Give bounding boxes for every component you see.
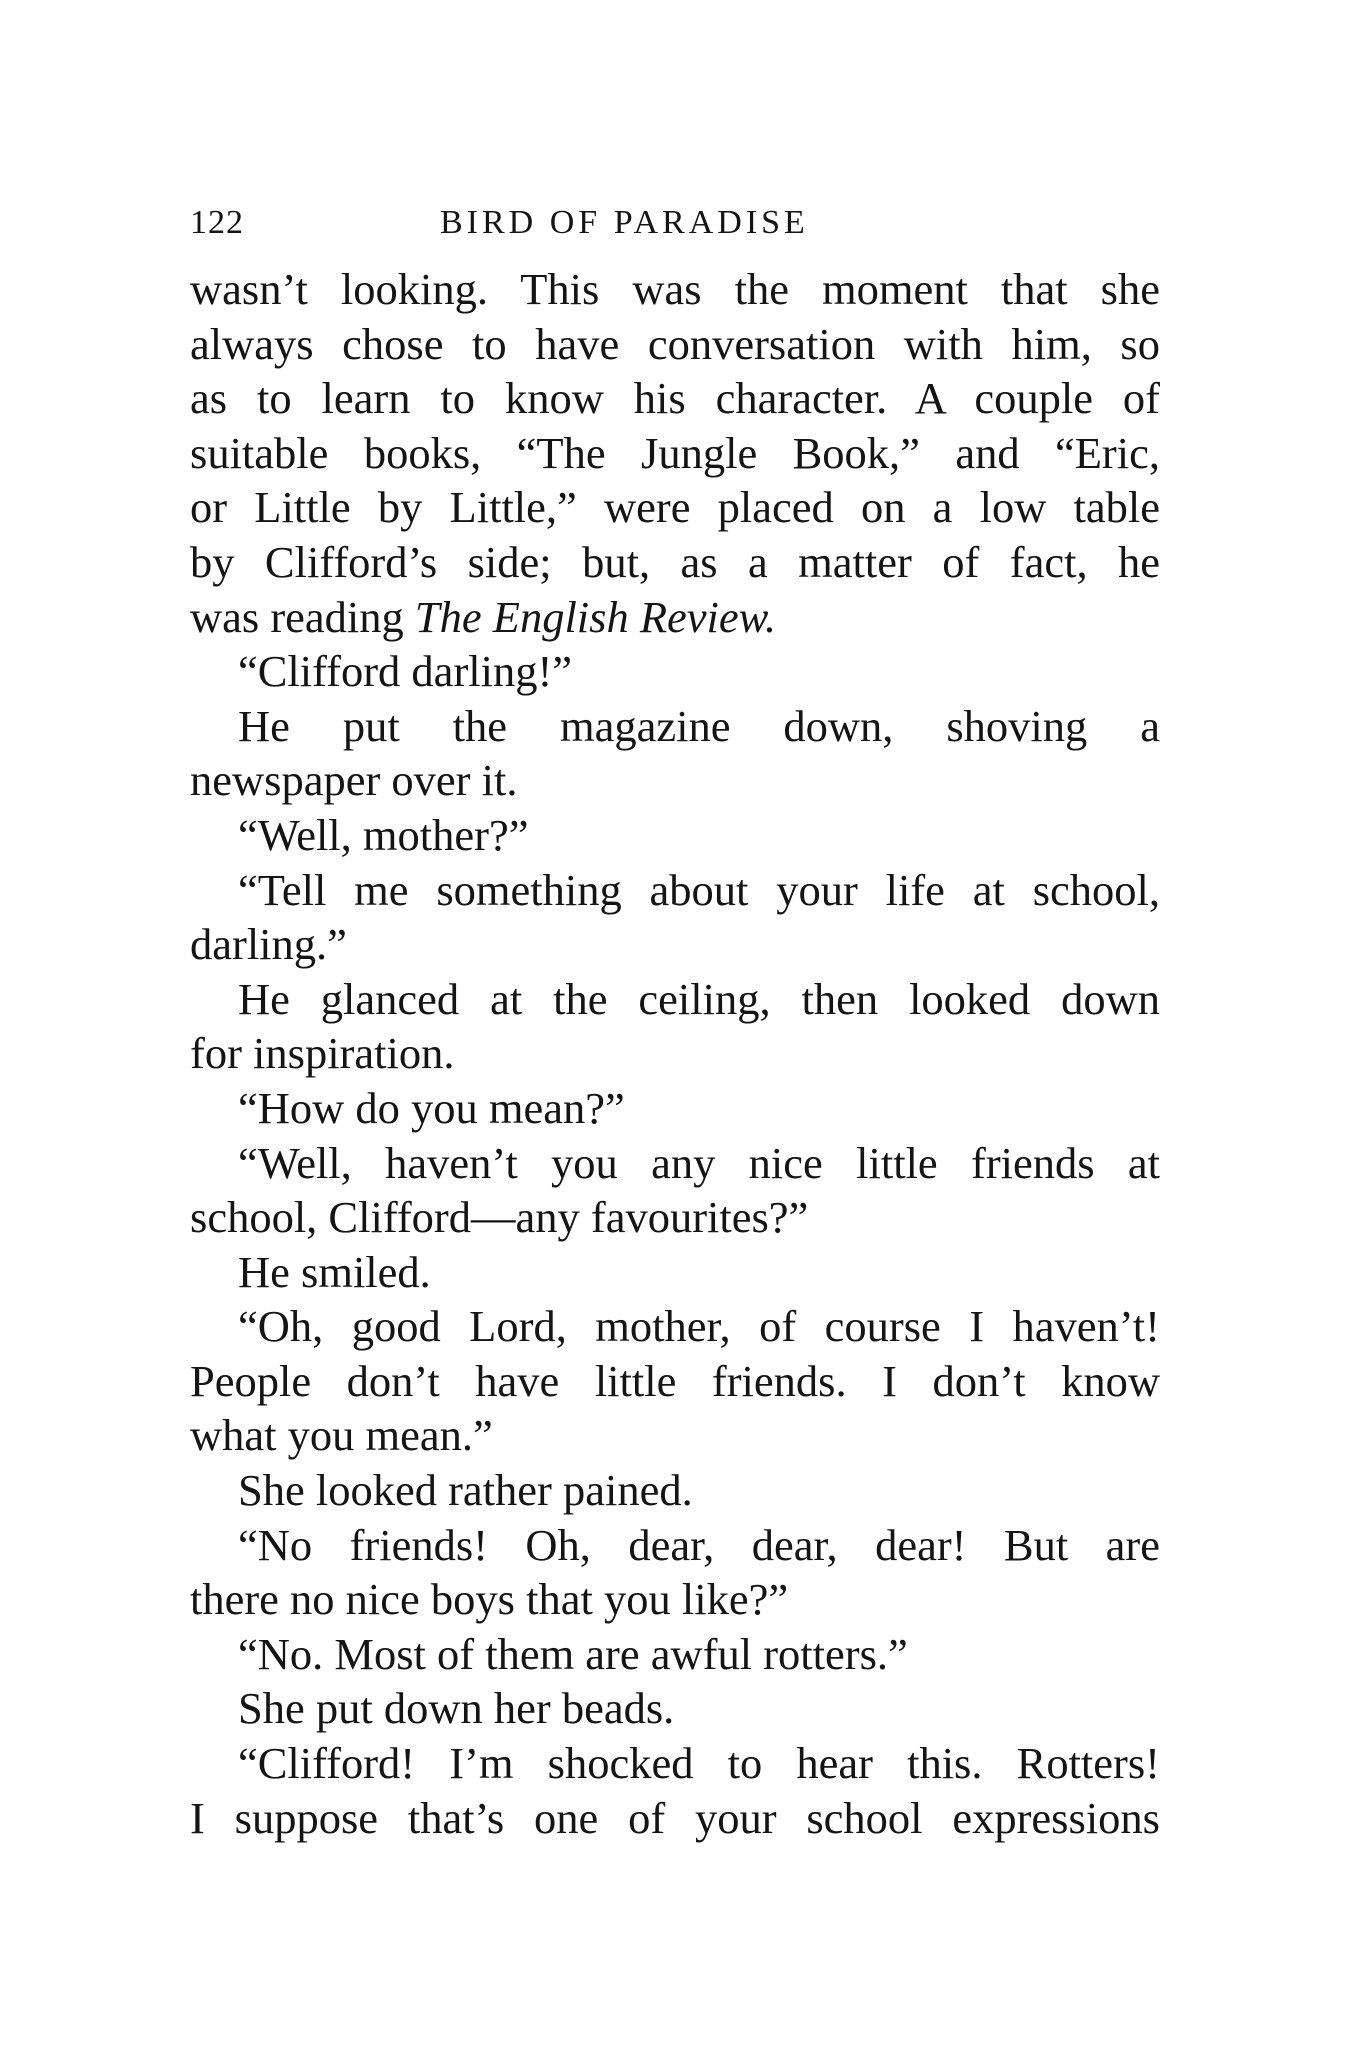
running-head <box>190 198 1160 248</box>
running-title: BIRD OF PARADISE <box>440 204 809 241</box>
text-line <box>190 917 1160 972</box>
line-text: “No. Most of them are awful rotters.” <box>238 1628 908 1679</box>
text-line <box>190 1190 1160 1245</box>
body-text <box>190 262 1160 1845</box>
line-text: newspaper over it. <box>190 755 518 806</box>
line-text: She looked rather pained. <box>238 1465 693 1516</box>
line-text: what you mean.” <box>190 1410 493 1461</box>
line-text: I suppose that’s one of your school expressions <box>190 1792 1160 1843</box>
text-line <box>190 1681 1160 1736</box>
text-line <box>190 535 1160 590</box>
text-line <box>190 1518 1160 1573</box>
text-line <box>190 1026 1160 1081</box>
text-line <box>190 1791 1160 1846</box>
line-text: always chose to have conversation with him, so <box>190 318 1160 369</box>
text-line <box>190 1245 1160 1300</box>
line-text: “Well, mother?” <box>238 809 529 860</box>
line-text: “Clifford! I’m shocked to hear this. Rotters! <box>238 1738 1160 1789</box>
text-line <box>190 371 1160 426</box>
line-text: “How do you mean?” <box>238 1082 625 1133</box>
line-text: suitable books, “The Jungle Book,” and “Eric, <box>190 427 1160 478</box>
text-line <box>190 808 1160 863</box>
line-text: there no nice boys that you like?” <box>190 1574 789 1625</box>
line-text: “Tell me something about your life at school, <box>238 864 1160 915</box>
text-line <box>190 699 1160 754</box>
text-line <box>190 426 1160 481</box>
text-line <box>190 1299 1160 1354</box>
text-line <box>190 480 1160 535</box>
text-line <box>190 590 1160 645</box>
text-line <box>190 317 1160 372</box>
text-line <box>190 1136 1160 1191</box>
text-line <box>190 1463 1160 1518</box>
text-line <box>190 1572 1160 1627</box>
line-text: People don’t have little friends. I don’t know <box>190 1355 1160 1406</box>
line-text: He put the magazine down, shoving a <box>238 700 1160 751</box>
text-line <box>190 753 1160 808</box>
line-text: school, Clifford—any favourites?” <box>190 1192 809 1243</box>
text-line <box>190 262 1160 317</box>
line-text: as to learn to know his character. A couple of <box>190 373 1160 424</box>
line-text: He glanced at the ceiling, then looked down <box>238 973 1160 1024</box>
line-text: “No friends! Oh, dear, dear, dear! But are <box>238 1519 1160 1570</box>
italic-title: The English Review. <box>414 591 777 642</box>
line-text: wasn’t looking. This was the moment that she <box>190 264 1160 314</box>
text-line <box>190 1081 1160 1136</box>
text-line <box>190 863 1160 918</box>
text-line <box>190 1627 1160 1682</box>
line-text: by Clifford’s side; but, as a matter of fact, he <box>190 536 1160 587</box>
line-text: “Oh, good Lord, mother, of course I haven’t! <box>238 1301 1160 1352</box>
line-text: was reading <box>190 591 415 642</box>
text-line <box>190 644 1160 699</box>
page-number: 122 <box>190 204 244 241</box>
text-line <box>190 1736 1160 1791</box>
line-text: darling.” <box>190 919 347 970</box>
line-text: or Little by Little,” were placed on a low table <box>190 482 1160 533</box>
line-text: “Clifford darling!” <box>238 646 573 697</box>
text-line <box>190 972 1160 1027</box>
line-text: for inspiration. <box>190 1028 455 1079</box>
text-line <box>190 1408 1160 1463</box>
line-text: “Well, haven’t you any nice little friends at <box>238 1137 1160 1188</box>
line-text: He smiled. <box>238 1246 431 1297</box>
line-text: She put down her beads. <box>238 1683 675 1734</box>
text-line <box>190 1354 1160 1409</box>
